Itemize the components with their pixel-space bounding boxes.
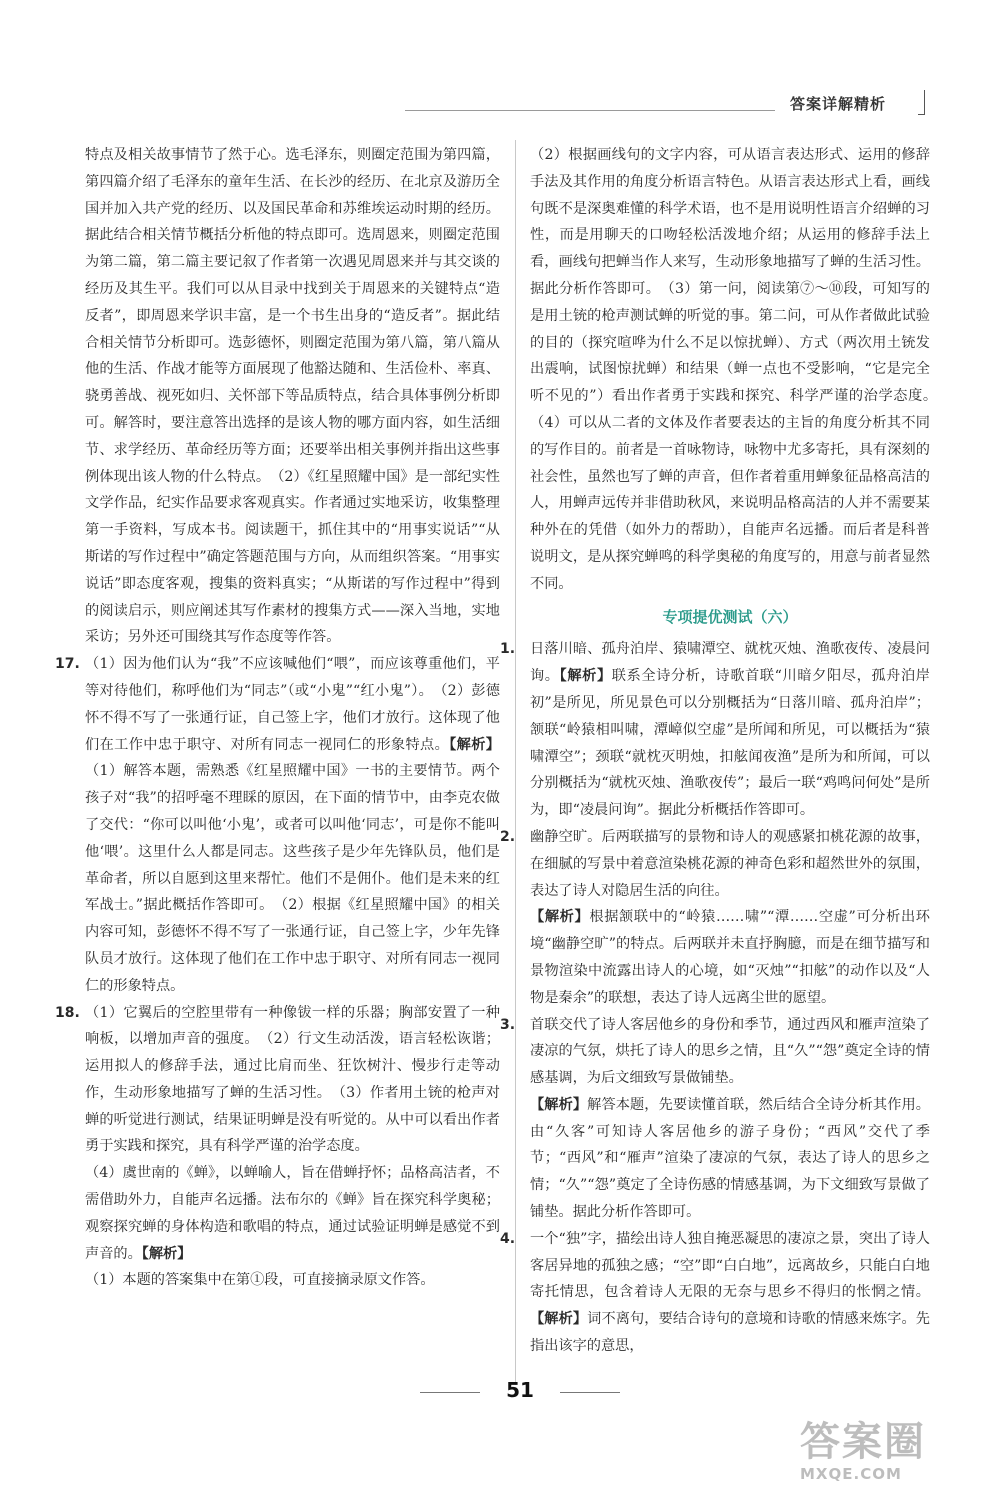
watermark-url: MXQE.COM xyxy=(800,1465,902,1483)
analysis-tag: 【解析】 xyxy=(449,736,500,753)
question-answer: （1）它翼后的空腔里带有一种像钹一样的乐器；胸部安置了一种响板，以增加声音的强度。 （2）行文生动活泼，语言轻松诙谐；运用拟人的修辞手法，通过比肩而坐、狂饮树汁、慢步行走等动作，生动形象地描写了蝉的生活习性。 （3）作者用土铳的枪声对蝉的听觉进行测试，结果证明蝉是没有听觉的。从中可以看出作者勇于实践和探究，具有科学严谨的治学态度。 xyxy=(85,1004,500,1155)
analysis-text: 根据颔联中的“岭猿……啸”“潭……空虚”可分析出环境“幽静空旷”的特点。后两联并未直抒胸臆，而是在细节描写和景物渲染中流露出诗人的心境，如“灭烛”“扣舷”的动作以及“人物是秦余”的联想，表达了诗人远离尘世的愿望。 xyxy=(530,909,930,1006)
question-analysis xyxy=(530,1092,930,1226)
right-continuation-paragraph: （2）根据画线句的文字内容，可从语言表达形式、运用的修辞手法及其作用的角度分析语言特色。从语言表达形式上看，画线句既不是深奥难懂的科学术语，也不是用说明性语言介绍蝉的习性，而是用聊天的口吻轻松活泼地介绍；从运用的修辞手法上看，画线句把蝉当作人来写，生动形象地描写了蝉的生活习性。据此分析作答即可。 （3）第一问，阅读第⑦～⑩段，可知写的是用土铳的枪声测试蝉的听觉的事。第二问，可从作者做此试验的目的（探究喧哗为什么不足以惊扰蝉）、方式（两次用土铳发出震响，试图惊扰蝉）和结果（蝉一点也不受影响，“它是完全听不见的”）看出作者勇于实践和探究、科学严谨的治学态度。 （4）可以从二者的文体及作者要表达的主旨的角度分析其不同的写作目的。前者是一首咏物诗，咏物中尤多寄托，具有深刻的社会性，虽然也写了蝉的声音，但作者着重用蝉象征品格高洁的人，用蝉声远传并非借助秋风，来说明品格高洁的人并不需要某种外在的凭借（如外力的帮助），自能声名远播。而后者是科普说明文，是从探究蝉鸣的科学奥秘的角度写的，用意与前者显然不同。 xyxy=(530,147,945,592)
analysis-tag: 【解析】 xyxy=(530,1096,588,1113)
question-answer xyxy=(85,651,500,999)
item-3 xyxy=(500,1012,930,1226)
answer-text: （4）虞世南的《蝉》，以蝉喻人，旨在借蝉抒怀；品格高洁者，不需借助外力，自能声名远播。法布尔的《蝉》旨在探究科学奥秘；观察探究蝉的身体构造和歌唱的特点，通过试验证明蝉是感觉不到声音的。 xyxy=(85,1165,500,1262)
header-rule xyxy=(405,110,775,111)
question-answer xyxy=(530,636,930,824)
analysis-tag: 【解析】 xyxy=(530,909,590,926)
item-2 xyxy=(500,824,930,1012)
answer-text: 一个“独”字，描绘出诗人独自掩恶凝思的凄凉之景，突出了诗人客居异地的孤独之感；“空”即“白白地”，远离故乡，只能白白地寄托情思，包含着诗人无限的无奈与思乡不得归的怅惘之情。 xyxy=(530,1230,930,1301)
analysis-tag: 【解析】 xyxy=(530,1311,588,1328)
left-column xyxy=(55,142,500,1294)
analysis-text: 联系全诗分析，诗歌首联“川暗夕阳尽，孤舟泊岸初”是所见，所见景色可以分别概括为“日落川暗、孤舟泊岸”；颔联“岭猿相叫啸，潭嶂似空虚”是所闻和所见，可以概括为“猿啸潭空”；颈联“就枕灭明烛，扣舷闻夜渔”是所为和所闻，可以分别概括为“就枕灭烛、渔歌夜传”；最后一联“鸡鸣问何处”是所为，即“凌晨问询”。据此分析概括作答即可。 xyxy=(530,668,930,819)
question-answer xyxy=(530,1226,930,1360)
item-1 xyxy=(500,636,930,824)
question-number: 3. xyxy=(500,1016,516,1033)
question-answer: 首联交代了诗人客居他乡的身份和季节，通过西风和雁声渲染了凄凉的气氛，烘托了诗人的思乡之情，且“久”“怨”奠定全诗的情感基调，为后文细致写景做铺垫。 xyxy=(530,1016,930,1087)
question-answer-part4 xyxy=(85,1160,500,1267)
answer-text: 日落川暗、孤舟泊岸、猿啸潭空、就枕灭烛、渔歌夜传、凌晨问询。 xyxy=(530,641,930,685)
question-18 xyxy=(55,1000,500,1295)
page-footer xyxy=(420,1378,620,1408)
watermark-logo-text: 答案圈 xyxy=(800,1419,926,1465)
analysis-text: 解答本题，先要读懂首联，然后结合全诗分析其作用。由“久客”可知诗人客居他乡的游子身份；“西风”交代了季节；“西风”和“雁声”渲染了凄凉的气氛，表达了诗人的思乡之情；“久”“怨”奠定了全诗伤感的情感基调，为下文细致写景做了铺垫。据此分析作答即可。 xyxy=(530,1096,930,1221)
analysis-text: 词不离句，要结合诗句的意境和诗歌的情感来炼字。先指出该字的意思， xyxy=(530,1311,930,1355)
analysis-tag: 【解析】 xyxy=(559,668,612,685)
header-title: 答案详解精析 xyxy=(790,95,887,113)
question-number: 18. xyxy=(55,1004,80,1021)
analysis-text: （1）解答本题，需熟悉《红星照耀中国》一书的主要情节。两个孩子对“我”的招呼毫不理睬的原因，在下面的情节中，由李克农做了交代：“你可以叫他‘小鬼’，或者可以叫他‘同志’，可是你不能叫他‘喂’。这里什么人都是同志。这些孩子是少年先锋队员，他们是革命者，所以自愿到这里来帮忙。他们不是佣仆。他们是未来的红军战士。”据此概括作答即可。 （2）根据《红星照耀中国》的相关内容可知，彭德怀不得不写了一张通行证，自己签上字，少年先锋队员才放行。这体现了他们在工作中忠于职守、对所有同志一视同仁的形象特点。 xyxy=(85,763,500,994)
header-bracket-ornament xyxy=(918,90,925,115)
page-number: 51 xyxy=(506,1378,534,1402)
watermark-logo xyxy=(800,1410,926,1483)
column-divider xyxy=(515,140,516,1385)
question-17 xyxy=(55,651,500,999)
question-number: 1. xyxy=(500,641,516,658)
question-number: 4. xyxy=(500,1230,516,1247)
analysis-text: （1）本题的答案集中在第①段，可直接摘录原文作答。 xyxy=(85,1272,435,1289)
section-title: 专项提优测试（六） xyxy=(662,607,798,626)
question-number: 2. xyxy=(500,828,516,845)
answer-text: （1）因为他们认为“我”不应该喊他们“喂”，而应该尊重他们，平等对待他们，称呼他们为“同志”（或“小鬼”“红小鬼”）。 （2）彭德怀不得不写了一张通行证，自己签上字，他们才放行。这体现了他们在工作中忠于职守、对所有同志一视同仁的形象特点。 xyxy=(85,656,500,753)
left-continuation-paragraph: 特点及相关故事情节了然于心。选毛泽东，则圈定范围为第四篇，第四篇介绍了毛泽东的童年生活、在长沙的经历、在北京及游历全国并加入共产党的经历、以及国民革命和苏维埃运动时期的经历。据此结合相关情节概括分析他的特点即可。选周恩来，则圈定范围为第二篇，第二篇主要记叙了作者第一次遇见周恩来并与其交谈的经历及其生平。我们可以从目录中找到关于周恩来的关键特点“造反者”，即周恩来学识丰富，是一个书生出身的“造反者”。据此结合相关情节分析即可。选彭德怀，则圈定范围为第八篇，第八篇从他的生活、作战才能等方面展现了他豁达随和、生活俭朴、率真、骁勇善战、视死如归、关怀部下等品质特点，结合具体事例分析即可。解答时，要注意答出选择的是该人物的哪方面内容，如生活细节、求学经历、革命经历等方面；还要举出相关事例并指出这些事例体现出该人物的什么特点。 （2）《红星照耀中国》是一部纪实性文学作品，纪实作品要求客观真实。作者通过实地采访，收集整理第一手资料，写成本书。阅读题干，抓住其中的“用事实说话”“从斯诺的写作过程中”确定答题范围与方向，从而组织答案。“用事实说话”即态度客观，搜集的资料真实；“从斯诺的写作过程中”得到的阅读启示，则应阐述其写作素材的搜集方式——深入当地，实地采访；另外还可围绕其写作态度等作答。 xyxy=(85,147,500,646)
question-analysis xyxy=(530,904,930,1011)
item-4 xyxy=(500,1226,930,1360)
analysis-tag: 【解析】 xyxy=(141,1245,192,1262)
question-answer: 幽静空旷。后两联描写的景物和诗人的观感紧扣桃花源的故事，在细腻的写景中着意渲染桃花源的神奇色彩和超然世外的氛围，表达了诗人对隐居生活的向往。 xyxy=(530,828,930,899)
question-number: 17. xyxy=(55,656,80,673)
footer-rule-right xyxy=(560,1392,620,1393)
right-column xyxy=(500,142,945,1360)
